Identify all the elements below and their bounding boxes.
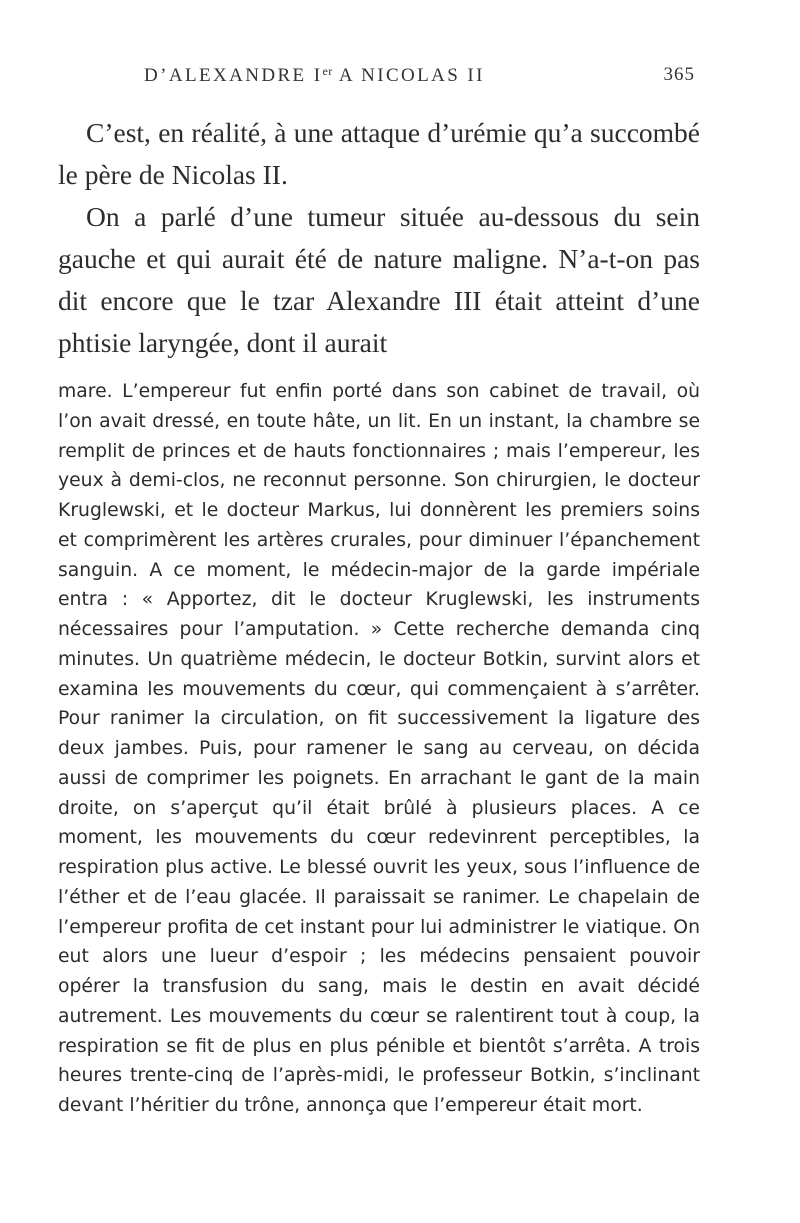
running-title-superscript: er <box>322 64 333 78</box>
excerpt-paragraph-2: On a parlé d’une tumeur située au-dessous du sein gauche et qui aurait été de nature maligne. N’a-t-on pas dit encore que le tzar Alexandre III était atteint d’une phtisie laryngée, dont il aurait <box>58 201 700 358</box>
running-head <box>120 64 695 88</box>
body-paragraph: mare. L’empereur fut enfin porté dans son cabinet de travail, où l’on avait dressé, en toute hâte, un lit. En un instant, la chambre se remplit de princes et de hauts fonctionnaires ; mais l’empereur, les yeux à demi-clos, ne reconnut personne. Son chirurgien, le docteur Kruglewski, et le docteur Markus, lui donnèrent les premiers soins et comprimèrent les artères crurales, pour diminuer l’épanchement sanguin. A ce moment, le médecin-major de la garde impériale entra : « Apportez, dit le docteur Kruglewski, les instruments nécessaires pour l’amputation. » Cette recherche demanda cinq minutes. Un quatrième médecin, le docteur Botkin, survint alors et examina les mouvements du cœur, qui commençaient à s’arrêter. Pour ranimer la circulation, on fit successivement la ligature des deux jambes. Puis, pour ramener le sang au cerveau, on décida aussi de comprimer les poignets. En arrachant le gant de la main droite, on s’aperçut qu’il était brûlé à plusieurs places. A ce moment, les mouvements du cœur redevinrent perceptibles, la respiration plus active. Le blessé ouvrit les yeux, sous l’influence de l’éther et de l’eau glacée. Il paraissait se ranimer. Le chapelain de l’empereur profita de cet instant pour lui administrer le viatique. On eut alors une lueur d’espoir ; les médecins pensaient pouvoir opérer la transfusion du sang, mais le destin en avait décidé autrement. Les mouvements du cœur se ralentirent tout à coup, la respiration se fit de plus en plus pénible et bientôt s’arrêta. A trois heures trente-cinq de l’après-midi, le professeur Botkin, s’inclinant devant l’héritier du trône, annonça que l’empereur était mort. <box>58 381 700 1116</box>
page-number: 365 <box>663 64 695 85</box>
excerpt-paragraph-1: C’est, en réalité, à une attaque d’urémie qu’a succombé le père de Nicolas II. <box>58 117 700 190</box>
running-title <box>144 64 485 87</box>
running-title-prefix: D’ALEXANDRE I <box>144 65 323 86</box>
running-title-suffix: A NICOLAS II <box>332 65 485 86</box>
